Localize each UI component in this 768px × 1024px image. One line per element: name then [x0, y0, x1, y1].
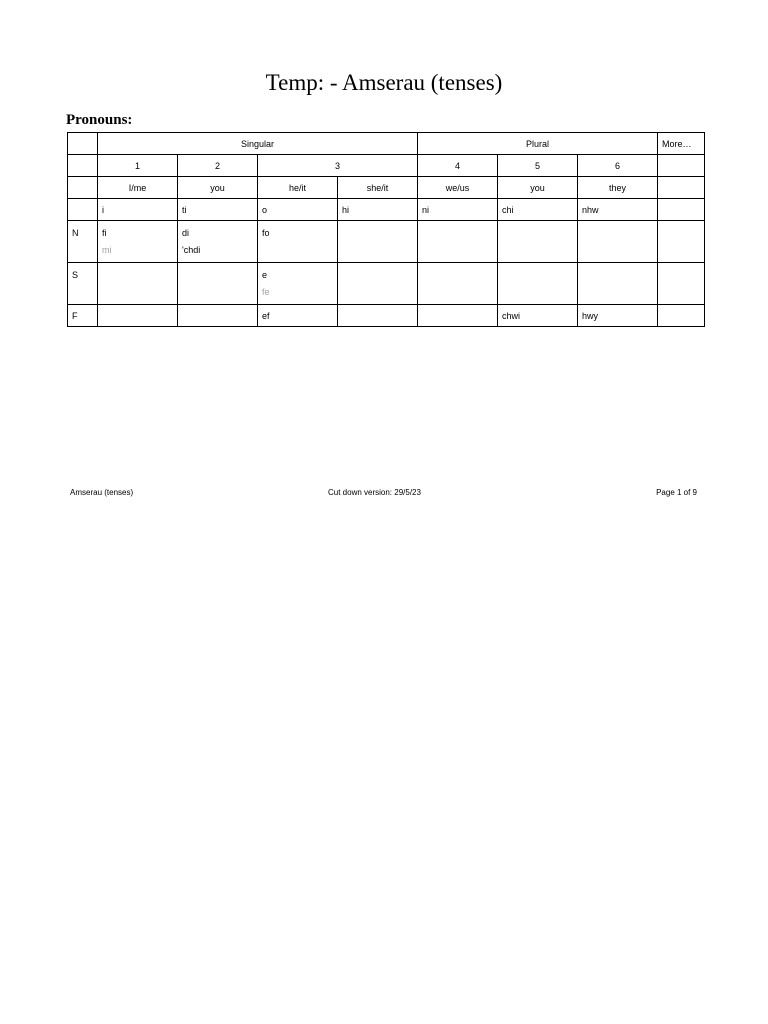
person-number: 5: [498, 155, 578, 177]
pronoun-cell: [178, 221, 258, 263]
english-cell: we/us: [418, 177, 498, 199]
person-number-row: [68, 155, 705, 177]
more-header: More…: [658, 133, 705, 155]
n-row: [68, 221, 705, 263]
base-row: [68, 199, 705, 221]
english-cell: she/it: [338, 177, 418, 199]
cell-line-grey: mi: [102, 245, 112, 255]
person-number: 4: [418, 155, 498, 177]
english-cell: you: [178, 177, 258, 199]
base-cell: ni: [418, 199, 498, 221]
cell-line-grey: fe: [262, 287, 270, 297]
pronoun-cell: [258, 263, 338, 305]
cell-line: fo: [262, 228, 270, 238]
cell-line: fi: [102, 228, 107, 238]
english-cell: he/it: [258, 177, 338, 199]
base-cell: nhw: [578, 199, 658, 221]
page-title: Temp: - Amserau (tenses): [265, 70, 503, 95]
f-row: [68, 305, 705, 327]
person-number: 2: [178, 155, 258, 177]
pronoun-cell: [98, 221, 178, 263]
cell-line: di: [182, 228, 190, 238]
footer-page-number: Page 1 of 9: [656, 488, 697, 497]
row-label: N: [68, 221, 98, 263]
base-cell: ti: [178, 199, 258, 221]
english-cell: you: [498, 177, 578, 199]
base-cell: hi: [338, 199, 418, 221]
pronoun-cell: chwi: [498, 305, 578, 327]
base-cell: i: [98, 199, 178, 221]
cell-line: 'chdi: [182, 245, 201, 255]
group-header-row: [68, 133, 705, 155]
base-cell: o: [258, 199, 338, 221]
s-row: [68, 263, 705, 305]
footer-version: Cut down version: 29/5/23: [328, 488, 421, 497]
cell-line: e: [262, 270, 268, 280]
pronoun-cell: ef: [258, 305, 338, 327]
base-cell: chi: [498, 199, 578, 221]
person-number: 1: [98, 155, 178, 177]
pronoun-cell: [258, 221, 338, 263]
pronouns-table: [67, 132, 705, 327]
english-cell: I/me: [98, 177, 178, 199]
pronouns-heading: Pronouns:: [66, 112, 133, 128]
row-label: S: [68, 263, 98, 305]
english-row: [68, 177, 705, 199]
plural-header: Plural: [418, 133, 658, 155]
footer-title: Amserau (tenses): [70, 488, 134, 497]
pronoun-cell: hwy: [578, 305, 658, 327]
row-label: F: [68, 305, 98, 327]
english-cell: they: [578, 177, 658, 199]
singular-header: Singular: [98, 133, 418, 155]
person-number: 6: [578, 155, 658, 177]
person-number: 3: [258, 155, 418, 177]
